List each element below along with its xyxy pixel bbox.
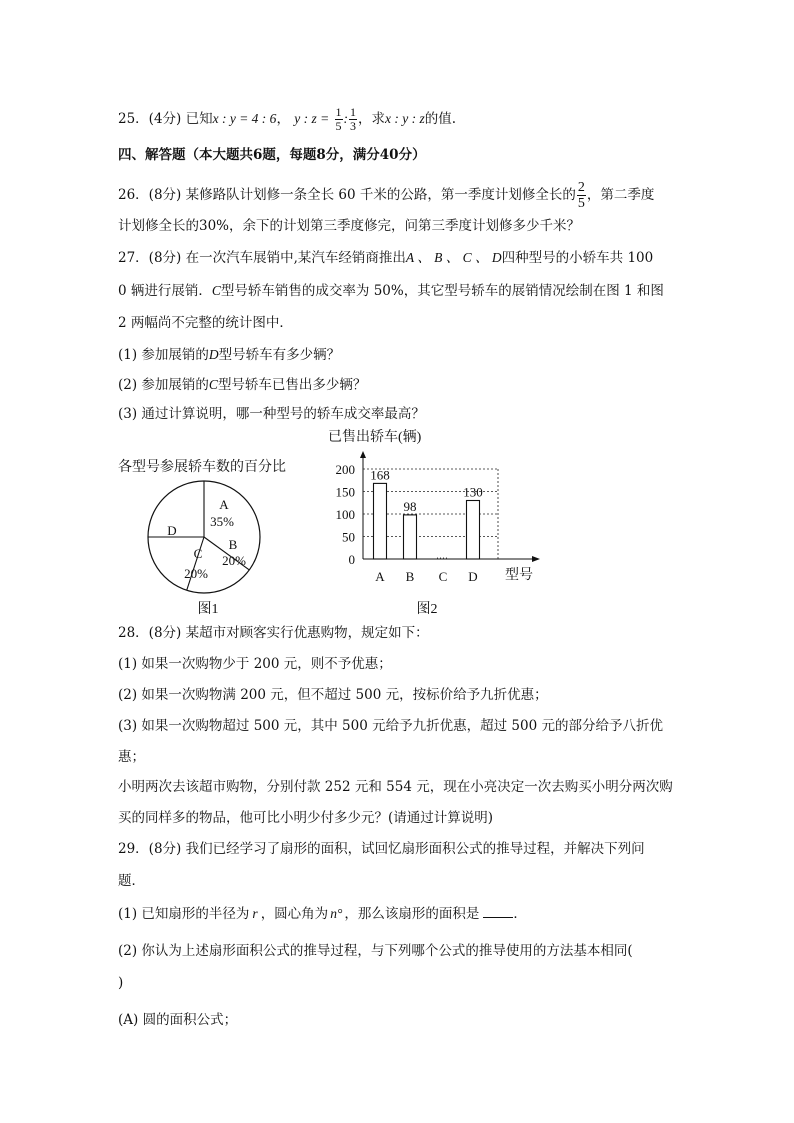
fig1-caption: 图1 — [197, 602, 219, 617]
q29-sub1-a: (1) 已知扇形的半径为 — [118, 906, 250, 922]
q28-question-a: 小明两次去该超市购物，分别付款 252 元和 554 元，现在小亮决定一次去购买小明分两次购 — [118, 779, 673, 795]
q29-line2: 题． — [118, 873, 145, 889]
q26-line1-b: ，第二季度 — [586, 187, 655, 203]
q26-line2: 计划修全长的30%，余下的计划第三季度修完，问第三季度计划修多少千米？ — [118, 218, 581, 234]
q26-frac-num: 2 — [577, 180, 585, 195]
pie-title: 各型号参展轿车数的百分比 — [118, 460, 286, 475]
q28-question-b: 买的同样多的物品，他可比小明少付多少元？(请通过计算说明) — [118, 810, 494, 826]
q27-sub1-b: 型号轿车有多少辆？ — [218, 347, 341, 363]
q25-f1-num: 1 — [335, 105, 342, 119]
q25-ratio2-lhs: y : z = — [294, 111, 330, 126]
q28-rule2: (2) 如果一次购物满 200 元，但不超过 500 元，按标价给予九折优惠； — [118, 687, 548, 703]
q27-model-c: C — [211, 283, 221, 298]
q27-line2 — [118, 281, 664, 301]
y-axis-arrow — [360, 451, 366, 458]
pie-percent-a: 35% — [210, 514, 234, 529]
q29-sub1-c: ，那么该扇形的面积是 — [344, 906, 480, 922]
q28-rule1: (1) 如果一次购物少于 200 元，则不予优惠； — [118, 656, 392, 672]
x-tick-label-c: C — [438, 569, 448, 584]
bar-bars — [370, 467, 483, 584]
q27-line2-b: 型号轿车销售的成交率为 50%，其它型号轿车的展销情况绘制在图 1 和图 — [220, 283, 664, 299]
q26-fraction — [577, 180, 586, 211]
q29-sub1 — [118, 903, 527, 924]
q27-line3: 2 两幅尚不完整的统计图中． — [118, 315, 293, 331]
y-tick-label-200: 200 — [335, 462, 355, 477]
q25-mid: ，求 — [358, 111, 386, 127]
bar-value-label-d: 130 — [463, 484, 483, 500]
q27-line2-a: 0 辆进行展销． — [118, 283, 212, 299]
section4-title: 四、解答题（本大题共6题，每题8分，满分40分） — [118, 147, 426, 163]
bar-title: 已售出轿车(辆) — [328, 430, 422, 445]
q29-sub1-n: n° — [330, 906, 343, 921]
x-tick-label-d: D — [468, 569, 478, 584]
bar-d — [467, 501, 480, 560]
q29-line1: 29．(8分) 我们已经学习了扇形的面积，试回忆扇形面积公式的推导过程，并解决下列问 — [118, 841, 645, 857]
q29-option-a: (A) 圆的面积公式； — [118, 1012, 238, 1028]
q27-sub2 — [118, 375, 366, 395]
q25-fraction-2 — [349, 106, 357, 133]
y-tick-label-50: 50 — [342, 529, 355, 545]
q27-sub1-a: (1) 参加展销的 — [118, 347, 209, 363]
answer-blank[interactable] — [483, 903, 513, 918]
q25-line — [118, 106, 456, 133]
bar-value-label-b: 98 — [403, 498, 417, 514]
bar-value-label-a: 168 — [370, 467, 390, 483]
q27-sub1 — [118, 345, 340, 365]
q27-models: A 、 B 、 C 、 D — [405, 250, 502, 265]
q27-sub3: (3) 通过计算说明，哪一种型号的轿车成交率最高？ — [118, 406, 425, 422]
figures — [0, 425, 794, 625]
q26-frac-den: 5 — [577, 196, 585, 211]
q25-ratio3: x : y : z — [385, 111, 425, 126]
x-axis-arrow — [532, 556, 540, 562]
pie-percent-b: 20% — [222, 553, 246, 568]
q29-sub1-r: r — [252, 906, 258, 921]
q25-colon: : — [343, 111, 349, 126]
q29-sub1-end: ． — [513, 906, 527, 922]
pie-label-d: D — [167, 523, 177, 538]
pie-chart — [118, 458, 286, 617]
y-tick-label-150: 150 — [335, 484, 355, 500]
q29-sub1-b: ，圆心角为 — [260, 906, 329, 922]
q25-fraction-1 — [335, 106, 343, 133]
q28-line1: 28．(8分) 某超市对顾客实行优惠购物，规定如下： — [118, 625, 429, 641]
q27-line1 — [118, 248, 653, 268]
bar-b — [404, 515, 417, 559]
q28-rule3b: 惠； — [118, 749, 145, 765]
q27-sub2-b: 型号轿车已售出多少辆？ — [217, 377, 367, 393]
bar-a — [374, 483, 387, 559]
pie-label-a: A — [219, 497, 229, 512]
bar-xlabel: 型号 — [505, 568, 533, 583]
x-tick-label-b: B — [405, 569, 415, 584]
q25-f2-den: 3 — [350, 119, 357, 133]
q25-f2-num: 1 — [350, 105, 357, 119]
pie-label-b: B — [228, 537, 238, 552]
q26-line1-a: 26．(8分) 某修路队计划修一条全长 60 千米的公路，第一季度计划修全长的 — [118, 187, 576, 203]
q28-rule3a: (3) 如果一次购物超过 500 元，其中 500 元给予九折优惠，超过 500 元的部分给予八折优 — [118, 718, 663, 734]
bar-yticks — [336, 462, 356, 567]
q25-prefix: 25．(4分) 已知 — [118, 111, 213, 127]
y-tick-label-100: 100 — [335, 507, 355, 522]
q27-sub2-a: (2) 参加展销的 — [118, 377, 209, 393]
bar-chart — [328, 428, 540, 617]
pie-percent-c: 20% — [184, 566, 208, 581]
q27-line1-a: 27．(8分) 在一次汽车展销中,某汽车经销商推出 — [118, 250, 406, 266]
q26-line1 — [118, 180, 654, 211]
q29-sub2-b: ) — [118, 975, 124, 991]
q25-ratio1: x : y = 4 : 6 — [212, 111, 277, 126]
q25-sep: ， — [276, 111, 290, 127]
pie-divider-c — [187, 537, 204, 590]
fig2-caption: 图2 — [416, 602, 438, 617]
pie-label-c: C — [193, 546, 203, 561]
q25-suffix: 的值. — [424, 111, 457, 127]
q25-f1-den: 5 — [335, 119, 342, 133]
q27-sub1-model: D — [208, 347, 219, 362]
x-tick-label-a: A — [375, 569, 385, 584]
y-tick-label-0: 0 — [348, 552, 355, 567]
q27-sub2-model: C — [208, 377, 218, 392]
q29-sub2-a: (2) 你认为上述扇形面积公式的推导过程，与下列哪个公式的推导使用的方法基本相同( — [118, 943, 633, 959]
q27-line1-b: 四种型号的小轿车共 100 — [501, 250, 654, 266]
